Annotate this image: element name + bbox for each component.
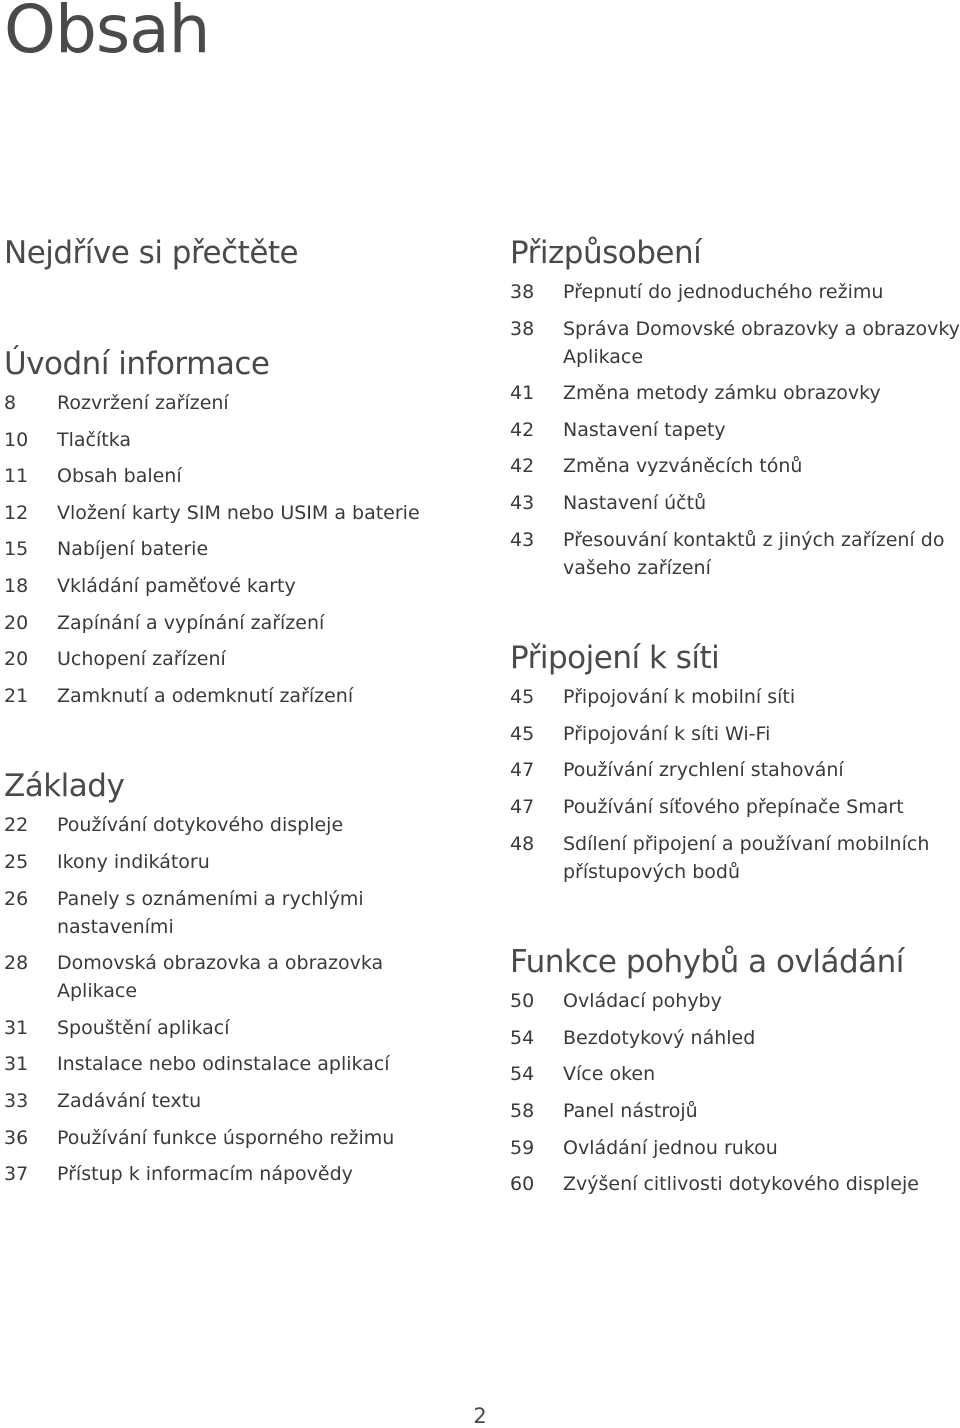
entry-title: Instalace nebo odinstalace aplikací	[57, 1053, 390, 1076]
toc-entry[interactable]	[4, 426, 474, 454]
entry-title: Vkládání paměťové karty	[57, 574, 296, 597]
entry-title: Změna vyzváněcích tónů	[563, 455, 803, 478]
entry-title: Zamknutí a odemknutí zařízení	[57, 684, 354, 707]
entry-title: Používání síťového přepínače Smart	[563, 795, 904, 818]
entry-page-number: 10	[4, 428, 29, 451]
entry-page-number: 48	[510, 832, 535, 855]
entry-page-number: 28	[4, 952, 29, 975]
toc-section-intro	[4, 339, 474, 710]
toc-entry[interactable]	[510, 416, 960, 444]
toc-entry[interactable]	[4, 949, 474, 1005]
entry-title: Nabíjení baterie	[57, 538, 209, 561]
entry-page-number: 43	[510, 491, 535, 514]
entry-page-number: 18	[4, 574, 29, 597]
toc-entry[interactable]	[4, 811, 474, 839]
entry-page-number: 12	[4, 501, 29, 524]
section-title[interactable]: Přizpůsobení	[510, 235, 702, 271]
toc-entry[interactable]	[4, 682, 474, 710]
toc-section-network	[510, 633, 960, 885]
entry-title: Připojování k síti Wi-Fi	[563, 722, 771, 745]
entry-title: Používání funkce úsporného režimu	[57, 1126, 395, 1149]
entry-title: Přesouvání kontaktů z jiných zařízení do vašeho zařízení	[563, 528, 945, 579]
toc-entry-list	[510, 987, 960, 1198]
toc-section-motions	[510, 937, 960, 1198]
entry-page-number: 25	[4, 850, 29, 873]
entry-title: Panel nástrojů	[563, 1099, 698, 1122]
entry-page-number: 47	[510, 795, 535, 818]
entry-page-number: 41	[510, 382, 535, 405]
entry-page-number: 42	[510, 418, 535, 441]
entry-page-number: 22	[4, 814, 29, 837]
entry-title: Ovládací pohyby	[563, 990, 722, 1013]
entry-title: Přepnutí do jednoduchého režimu	[563, 281, 884, 303]
entry-title: Změna metody zámku obrazovky	[563, 382, 881, 405]
entry-page-number: 59	[510, 1136, 535, 1159]
toc-entry[interactable]	[510, 489, 960, 517]
entry-page-number: 43	[510, 528, 535, 551]
entry-title: Přístup k informacím nápovědy	[57, 1163, 353, 1186]
toc-entry[interactable]	[4, 1014, 474, 1042]
toc-entry[interactable]	[4, 609, 474, 637]
toc-entry-list	[4, 389, 474, 710]
entry-title: Používání zrychlení stahování	[563, 759, 844, 782]
toc-entry[interactable]	[510, 1134, 960, 1162]
entry-page-number: 20	[4, 648, 29, 671]
toc-section-customization	[510, 228, 960, 582]
entry-title: Zapínání a vypínání zařízení	[57, 611, 325, 634]
entry-title: Domovská obrazovka a obrazovka Aplikace	[57, 952, 384, 1003]
toc-entry[interactable]	[4, 848, 474, 876]
entry-page-number: 58	[510, 1099, 535, 1122]
entry-page-number: 20	[4, 611, 29, 634]
entry-page-number: 37	[4, 1163, 29, 1186]
toc-section-basics	[4, 761, 474, 1188]
entry-title: Sdílení připojení a používaní mobilních přístupových bodů	[563, 832, 930, 883]
toc-entry[interactable]	[4, 645, 474, 673]
toc-entry[interactable]	[4, 572, 474, 600]
page-number: 2	[473, 1404, 487, 1428]
toc-entry[interactable]	[510, 1060, 960, 1088]
toc-entry[interactable]	[510, 1097, 960, 1125]
entry-page-number: 21	[4, 684, 29, 707]
toc-entry[interactable]	[4, 885, 474, 941]
entry-title: Tlačítka	[57, 428, 132, 451]
entry-title: Správa Domovské obrazovky a obrazovky Aplikace	[563, 317, 960, 368]
toc-entry[interactable]	[510, 452, 960, 480]
entry-page-number: 47	[510, 759, 535, 782]
toc-entry-list	[510, 683, 960, 885]
toc-section-first-read	[4, 228, 474, 278]
section-title[interactable]: Úvodní informace	[4, 346, 270, 382]
section-title[interactable]: Základy	[4, 768, 125, 805]
entry-page-number: 38	[510, 317, 535, 340]
toc-entry[interactable]	[510, 793, 960, 821]
toc-entry[interactable]	[510, 987, 960, 1015]
entry-page-number: 54	[510, 1063, 535, 1086]
entry-title: Nastavení tapety	[563, 418, 726, 441]
section-title[interactable]: Připojení k síti	[510, 640, 720, 677]
entry-title: Bezdotykový náhled	[563, 1026, 756, 1049]
toc-entry[interactable]	[4, 1050, 474, 1078]
toc-entry-list	[4, 811, 474, 1188]
entry-title: Spouštění aplikací	[57, 1016, 230, 1039]
section-title[interactable]: Funkce pohybů a ovládání	[510, 944, 904, 981]
toc-entry[interactable]	[510, 830, 960, 886]
entry-title: Ikony indikátoru	[57, 850, 210, 873]
toc-entry[interactable]	[510, 683, 960, 711]
section-title[interactable]: Nejdříve si přečtěte	[4, 235, 299, 271]
entry-page-number: 36	[4, 1126, 29, 1149]
entry-title: Nastavení účtů	[563, 491, 707, 514]
entry-title: Ovládání jednou rukou	[563, 1136, 778, 1159]
entry-page-number: 11	[4, 465, 29, 488]
toc-entry[interactable]	[4, 499, 474, 527]
toc-entry[interactable]	[510, 278, 960, 306]
entry-title: Zvýšení citlivosti dotykového displeje	[563, 1173, 919, 1196]
entry-title: Rozvržení zařízení	[57, 392, 229, 414]
entry-page-number: 26	[4, 887, 29, 910]
toc-entry[interactable]	[510, 720, 960, 748]
toc-right-column	[510, 228, 960, 1207]
entry-page-number: 38	[510, 281, 535, 303]
entry-page-number: 45	[510, 686, 535, 709]
entry-title: Připojování k mobilní síti	[563, 686, 796, 709]
toc-entry[interactable]	[510, 315, 960, 371]
entry-title: Panely s oznámeními a rychlými nastaveními	[57, 887, 364, 938]
entry-title: Používání dotykového displeje	[57, 814, 344, 837]
toc-entry-list	[510, 278, 960, 582]
toc-entry[interactable]	[4, 462, 474, 490]
toc-entry[interactable]	[4, 1160, 474, 1188]
entry-page-number: 8	[4, 392, 17, 414]
toc-entry[interactable]	[4, 1087, 474, 1115]
entry-title: Vložení karty SIM nebo USIM a baterie	[57, 501, 420, 524]
toc-left-column	[4, 228, 474, 1197]
entry-page-number: 45	[510, 722, 535, 745]
entry-title: Zadávání textu	[57, 1089, 202, 1112]
entry-page-number: 33	[4, 1089, 29, 1112]
toc-entry[interactable]	[510, 1024, 960, 1052]
toc-entry[interactable]	[4, 389, 474, 417]
page-title: Obsah	[4, 0, 210, 68]
entry-title: Obsah balení	[57, 465, 182, 488]
toc-entry[interactable]	[4, 1124, 474, 1152]
entry-title: Uchopení zařízení	[57, 648, 226, 671]
entry-page-number: 60	[510, 1173, 535, 1196]
toc-entry[interactable]	[510, 1170, 960, 1198]
entry-page-number: 15	[4, 538, 29, 561]
entry-page-number: 54	[510, 1026, 535, 1049]
toc-entry[interactable]	[510, 526, 960, 582]
entry-page-number: 31	[4, 1016, 29, 1039]
entry-title: Více oken	[563, 1063, 656, 1086]
entry-page-number: 50	[510, 990, 535, 1013]
entry-page-number: 42	[510, 455, 535, 478]
toc-entry[interactable]	[510, 756, 960, 784]
toc-entry[interactable]	[510, 379, 960, 407]
toc-entry[interactable]	[4, 535, 474, 563]
entry-page-number: 31	[4, 1053, 29, 1076]
